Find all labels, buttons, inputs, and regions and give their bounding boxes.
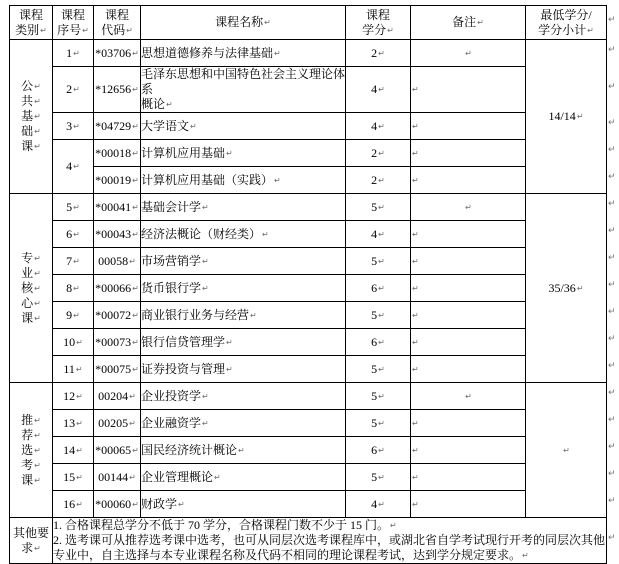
credit-cell: 5↵ — [346, 383, 411, 410]
course-name-cell — [141, 67, 346, 113]
credit-cell: 5↵ — [346, 302, 411, 329]
paragraph-mark: ↵ — [76, 337, 83, 347]
sequence-cell: 9↵ — [53, 302, 94, 329]
header-line: 课程 — [18, 7, 43, 22]
paragraph-mark: ↵ — [250, 310, 257, 320]
paragraph-mark: ↵ — [226, 337, 233, 347]
paragraph-mark: ↵ — [412, 418, 419, 428]
paragraph-mark: ↵ — [378, 337, 385, 347]
header-cell-min_credit — [526, 6, 607, 40]
paragraph-mark: ↵ — [34, 97, 41, 107]
credit-cell: 4↵ — [346, 67, 411, 113]
margin-paragraph-mark: ↵ — [608, 117, 616, 127]
course-name-cell: 基础会计学↵ — [141, 194, 346, 221]
category-char: 业↵ — [21, 265, 41, 280]
paragraph-mark: ↵ — [412, 229, 419, 239]
sequence-cell: 10↵ — [53, 329, 94, 356]
paragraph-mark: ↵ — [202, 202, 209, 212]
credit-cell: 6↵ — [346, 329, 411, 356]
paragraph-mark: ↵ — [178, 499, 185, 509]
remark-cell — [411, 437, 526, 464]
paragraph-mark: ↵ — [76, 418, 83, 428]
header-cell-code — [94, 6, 141, 40]
course-name-line: 概论↵ — [141, 97, 173, 111]
margin-paragraph-mark: ↵ — [608, 495, 616, 505]
table-row — [10, 383, 607, 410]
paragraph-mark: ↵ — [465, 48, 472, 58]
code-cell: *12656↵ — [94, 67, 141, 113]
paragraph-mark: ↵ — [34, 127, 41, 137]
paragraph-mark: ↵ — [412, 148, 419, 158]
min-credit-cell-major-core: 35/36↵ — [526, 194, 607, 383]
paragraph-mark: ↵ — [129, 256, 136, 266]
sequence-cell: 3↵ — [53, 113, 94, 140]
paragraph-mark: ↵ — [34, 298, 41, 308]
paragraph-mark: ↵ — [378, 175, 385, 185]
sequence-cell: 6↵ — [53, 221, 94, 248]
course-name-cell: 银行信贷管理学↵ — [141, 329, 346, 356]
paragraph-mark: ↵ — [412, 283, 419, 293]
table-row — [10, 40, 607, 67]
sequence-cell: 4↵ — [53, 140, 94, 194]
remark-cell — [411, 113, 526, 140]
paragraph-mark: ↵ — [132, 445, 139, 455]
course-name-cell: 货币银行学↵ — [141, 275, 346, 302]
header-cell-sequence — [53, 6, 94, 40]
paragraph-mark: ↵ — [576, 112, 584, 122]
paragraph-mark: ↵ — [378, 445, 385, 455]
paragraph-mark: ↵ — [34, 543, 41, 553]
credit-cell: 5↵ — [346, 194, 411, 221]
table-row — [10, 329, 607, 356]
code-cell: *00072↵ — [94, 302, 141, 329]
paragraph-mark: ↵ — [412, 256, 419, 266]
paragraph-mark: ↵ — [378, 48, 385, 58]
credit-cell: 5↵ — [346, 410, 411, 437]
table-row — [10, 356, 607, 383]
remark-cell — [411, 491, 526, 518]
paragraph-mark: ↵ — [76, 391, 83, 401]
header-line: 课程名称↵ — [215, 15, 271, 29]
header-line: 备注↵ — [452, 15, 484, 29]
code-cell: *00075↵ — [94, 356, 141, 383]
code-cell: *00066↵ — [94, 275, 141, 302]
code-cell: *00073↵ — [94, 329, 141, 356]
remark-cell — [411, 167, 526, 194]
paragraph-mark: ↵ — [412, 175, 419, 185]
table-body — [10, 6, 607, 564]
paragraph-mark: ↵ — [34, 430, 41, 440]
table-row — [10, 67, 607, 113]
header-line: 序号↵ — [57, 22, 89, 37]
code-cell: 00204↵ — [94, 383, 141, 410]
paragraph-mark: ↵ — [73, 310, 80, 320]
course-name-cell: 大学语文↵ — [141, 113, 346, 140]
paragraph-mark: ↵ — [412, 310, 419, 320]
paragraph-mark: ↵ — [34, 268, 41, 278]
paragraph-mark: ↵ — [378, 364, 385, 374]
paragraph-mark: ↵ — [576, 283, 584, 293]
remark-cell — [411, 302, 526, 329]
margin-return-marks — [608, 2, 619, 542]
margin-paragraph-mark: ↵ — [608, 252, 616, 262]
sequence-cell: 11↵ — [53, 356, 94, 383]
margin-paragraph-mark: ↵ — [608, 13, 616, 24]
remark-cell — [411, 140, 526, 167]
remark-cell — [411, 221, 526, 248]
course-name-cell: 国民经济统计概论↵ — [141, 437, 346, 464]
sequence-cell: 13↵ — [53, 410, 94, 437]
table-header-row — [10, 6, 607, 40]
paragraph-mark: ↵ — [378, 229, 385, 239]
course-name-cell: 企业投资学↵ — [141, 383, 346, 410]
remark-cell — [411, 40, 526, 67]
paragraph-mark: ↵ — [412, 445, 419, 455]
paragraph-mark: ↵ — [73, 85, 80, 95]
course-name-cell: 企业管理概论↵ — [141, 464, 346, 491]
table-row — [10, 437, 607, 464]
code-cell: *00060↵ — [94, 491, 141, 518]
paragraph-mark: ↵ — [202, 391, 209, 401]
header-line: 类别↵ — [15, 22, 47, 37]
requirement-item: 1. 合格课程总学分不低于 70 学分，合格课程门数不少于 15 门。↵ — [53, 518, 397, 532]
table-row — [10, 410, 607, 437]
table-row — [10, 248, 607, 275]
credit-cell: 4↵ — [346, 113, 411, 140]
margin-paragraph-mark: ↵ — [608, 171, 616, 181]
category-char: 课↵ — [21, 310, 41, 325]
credit-cell: 4↵ — [346, 491, 411, 518]
code-cell: *00043↵ — [94, 221, 141, 248]
margin-paragraph-mark: ↵ — [608, 279, 616, 289]
category-char: 公↵ — [21, 79, 41, 93]
sequence-cell: 2↵ — [53, 67, 94, 113]
paragraph-mark: ↵ — [34, 460, 41, 470]
paragraph-mark: ↵ — [190, 121, 197, 131]
paragraph-mark: ↵ — [73, 162, 80, 172]
paragraph-mark: ↵ — [132, 202, 139, 212]
paragraph-mark: ↵ — [73, 48, 80, 58]
paragraph-mark: ↵ — [132, 85, 139, 95]
margin-paragraph-mark: ↵ — [608, 531, 616, 542]
paragraph-mark: ↵ — [76, 499, 83, 509]
paragraph-mark: ↵ — [378, 85, 385, 95]
paragraph-mark: ↵ — [73, 256, 80, 266]
margin-paragraph-mark: ↵ — [608, 44, 616, 54]
paragraph-mark: ↵ — [378, 310, 385, 320]
paragraph-mark: ↵ — [378, 391, 385, 401]
margin-paragraph-mark: ↵ — [608, 387, 616, 397]
code-cell: 00144↵ — [94, 464, 141, 491]
table-row — [10, 464, 607, 491]
paragraph-mark: ↵ — [465, 391, 472, 401]
sequence-cell: 8↵ — [53, 275, 94, 302]
paragraph-mark: ↵ — [34, 415, 41, 425]
paragraph-mark: ↵ — [378, 148, 385, 158]
category-char: 共↵ — [21, 94, 41, 108]
paragraph-mark: ↵ — [73, 121, 80, 131]
paragraph-mark: ↵ — [34, 283, 41, 293]
paragraph-mark: ↵ — [522, 551, 529, 561]
paragraph-mark: ↵ — [202, 256, 209, 266]
table-row — [10, 302, 607, 329]
table-row — [10, 113, 607, 140]
course-name-cell: 思想道德修养与法律基础↵ — [141, 40, 346, 67]
credit-cell: 2↵ — [346, 40, 411, 67]
requirement-item: 2. 选考课可从推荐选考课中选考，也可从同层次选考课程库中，或湖北省自学考试现行开考的同层次其他专业中，自主选择与本专业课程名称及代码不相同的理论课程考试，达到学分规定要求。↵ — [53, 533, 606, 562]
margin-paragraph-mark: ↵ — [608, 225, 616, 235]
course-name-line: 毛泽东思想和中国特色社会主义理论体系 — [141, 67, 346, 96]
paragraph-mark: ↵ — [238, 445, 245, 455]
course-name-cell: 财政学↵ — [141, 491, 346, 518]
paragraph-mark: ↵ — [477, 18, 484, 28]
credit-cell: 4↵ — [346, 221, 411, 248]
paragraph-mark: ↵ — [226, 148, 233, 158]
code-cell: *03706↵ — [94, 40, 141, 67]
course-name-cell: 市场营销学↵ — [141, 248, 346, 275]
category-char: 荐↵ — [21, 427, 41, 442]
credit-cell: 2↵ — [346, 167, 411, 194]
margin-paragraph-mark: ↵ — [608, 414, 616, 424]
header-line: 课程 — [60, 7, 85, 22]
paragraph-mark: ↵ — [76, 472, 83, 482]
sequence-cell: 1↵ — [53, 40, 94, 67]
paragraph-mark: ↵ — [412, 337, 419, 347]
paragraph-mark: ↵ — [34, 82, 41, 92]
paragraph-mark: ↵ — [34, 475, 41, 485]
requirements-body-cell — [53, 518, 607, 564]
paragraph-mark: ↵ — [132, 364, 139, 374]
paragraph-mark: ↵ — [34, 253, 41, 263]
margin-paragraph-mark: ↵ — [608, 198, 616, 208]
margin-paragraph-mark: ↵ — [608, 80, 616, 91]
header-cell-name — [141, 6, 346, 40]
credit-cell: 5↵ — [346, 356, 411, 383]
header-line: 课程 — [104, 7, 129, 22]
paragraph-mark: ↵ — [378, 418, 385, 428]
category-char: 专↵ — [21, 250, 41, 265]
paragraph-mark: ↵ — [73, 229, 80, 239]
table-row — [10, 491, 607, 518]
course-plan-table — [9, 5, 607, 564]
code-cell: *00018↵ — [94, 140, 141, 167]
min-credit-cell-public-basic: 14/14↵ — [526, 40, 607, 194]
paragraph-mark: ↵ — [202, 283, 209, 293]
paragraph-mark: ↵ — [132, 283, 139, 293]
requirements-row — [10, 518, 607, 564]
paragraph-mark: ↵ — [465, 202, 472, 212]
category-char: 考↵ — [21, 457, 41, 472]
sequence-cell: 16↵ — [53, 491, 94, 518]
code-cell: *04729↵ — [94, 113, 141, 140]
sequence-cell: 7↵ — [53, 248, 94, 275]
remark-cell — [411, 383, 526, 410]
paragraph-mark: ↵ — [378, 256, 385, 266]
header-line: 最低学分/ — [540, 7, 592, 22]
table-row — [10, 194, 607, 221]
paragraph-mark: ↵ — [412, 364, 419, 374]
remark-cell — [411, 464, 526, 491]
paragraph-mark: ↵ — [34, 112, 41, 122]
paragraph-mark: ↵ — [214, 472, 221, 482]
paragraph-mark: ↵ — [587, 25, 594, 35]
table-row — [10, 221, 607, 248]
paragraph-mark: ↵ — [264, 18, 271, 28]
paragraph-mark: ↵ — [132, 121, 139, 131]
credit-cell: 6↵ — [346, 437, 411, 464]
paragraph-mark: ↵ — [132, 48, 139, 58]
paragraph-mark: ↵ — [73, 202, 80, 212]
header-line: 课程 — [365, 7, 390, 22]
margin-paragraph-mark: ↵ — [608, 333, 616, 343]
paragraph-mark: ↵ — [378, 121, 385, 131]
paragraph-mark: ↵ — [129, 391, 136, 401]
header-cell-category — [10, 6, 53, 40]
paragraph-mark: ↵ — [126, 25, 133, 35]
category-char: 心↵ — [21, 295, 41, 310]
margin-paragraph-mark: ↵ — [608, 144, 616, 154]
margin-paragraph-mark: ↵ — [608, 441, 616, 451]
paragraph-mark: ↵ — [76, 445, 83, 455]
remark-cell — [411, 275, 526, 302]
table-row — [10, 275, 607, 302]
min-credit-cell-recommended-elective — [526, 383, 607, 518]
code-cell: *00019↵ — [94, 167, 141, 194]
paragraph-mark: ↵ — [387, 25, 394, 35]
paragraph-mark: ↵ — [129, 418, 136, 428]
paragraph-mark: ↵ — [412, 472, 419, 482]
paragraph-mark: ↵ — [378, 499, 385, 509]
category-char: 选↵ — [21, 442, 41, 457]
margin-paragraph-mark: ↵ — [608, 360, 616, 370]
course-name-cell: 计算机应用基础↵ — [141, 140, 346, 167]
margin-paragraph-mark: ↵ — [608, 306, 616, 316]
remark-cell — [411, 329, 526, 356]
course-name-cell: 商业银行业务与经营↵ — [141, 302, 346, 329]
paragraph-mark: ↵ — [378, 472, 385, 482]
remark-cell — [411, 356, 526, 383]
paragraph-mark: ↵ — [132, 499, 139, 509]
paragraph-mark: ↵ — [82, 25, 89, 35]
paragraph-mark: ↵ — [34, 142, 41, 152]
code-cell: *00065↵ — [94, 437, 141, 464]
category-char: 基↵ — [21, 109, 41, 123]
header-line: 代码↵ — [101, 22, 133, 37]
credit-cell: 5↵ — [346, 464, 411, 491]
code-cell: *00041↵ — [94, 194, 141, 221]
paragraph-mark: ↵ — [73, 283, 80, 293]
paragraph-mark: ↵ — [378, 202, 385, 212]
course-name-cell: 计算机应用基础（实践）↵ — [141, 167, 346, 194]
course-name-cell: 经济法概论（财经类）↵ — [141, 221, 346, 248]
paragraph-mark: ↵ — [274, 175, 281, 185]
category-char: 础↵ — [21, 124, 41, 138]
category-char: 推↵ — [21, 412, 41, 427]
requirements-label-cell: 其他要求↵ — [10, 518, 53, 564]
paragraph-mark: ↵ — [262, 229, 269, 239]
table-row — [10, 167, 607, 194]
sequence-cell: 12↵ — [53, 383, 94, 410]
paragraph-mark: ↵ — [226, 364, 233, 374]
category-char: 课↵ — [21, 472, 41, 487]
paragraph-mark: ↵ — [132, 229, 139, 239]
header-line: 学分↵ — [362, 22, 394, 37]
paragraph-mark: ↵ — [274, 48, 281, 58]
paragraph-mark: ↵ — [412, 121, 419, 131]
category-cell-major-core — [10, 194, 53, 383]
paragraph-mark: ↵ — [132, 175, 139, 185]
sequence-cell: 14↵ — [53, 437, 94, 464]
paragraph-mark: ↵ — [40, 25, 47, 35]
category-char: 核↵ — [21, 280, 41, 295]
sequence-cell: 5↵ — [53, 194, 94, 221]
header-line: 学分小计↵ — [538, 22, 594, 37]
paragraph-mark: ↵ — [412, 499, 419, 509]
paragraph-mark: ↵ — [202, 418, 209, 428]
paragraph-mark: ↵ — [34, 445, 41, 455]
paragraph-mark: ↵ — [129, 472, 136, 482]
credit-cell: 5↵ — [346, 248, 411, 275]
table-row — [10, 140, 607, 167]
header-cell-credit — [346, 6, 411, 40]
margin-paragraph-mark: ↵ — [608, 468, 616, 478]
paragraph-mark: ↵ — [378, 283, 385, 293]
paragraph-mark: ↵ — [563, 445, 570, 455]
paragraph-mark: ↵ — [412, 85, 419, 95]
credit-cell: 6↵ — [346, 275, 411, 302]
category-char: 课↵ — [21, 139, 41, 153]
code-cell: 00058↵ — [94, 248, 141, 275]
remark-cell — [411, 248, 526, 275]
paragraph-mark: ↵ — [132, 310, 139, 320]
credit-cell: 2↵ — [346, 140, 411, 167]
remark-cell — [411, 410, 526, 437]
category-cell-recommended-elective — [10, 383, 53, 518]
paragraph-mark: ↵ — [75, 364, 83, 374]
remark-cell — [411, 67, 526, 113]
paragraph-mark: ↵ — [34, 313, 41, 323]
paragraph-mark: ↵ — [132, 148, 139, 158]
header-cell-remark — [411, 6, 526, 40]
category-cell-public-basic — [10, 40, 53, 194]
paragraph-mark: ↵ — [166, 100, 173, 110]
course-name-cell: 企业融资学↵ — [141, 410, 346, 437]
paragraph-mark: ↵ — [390, 521, 397, 531]
sequence-cell: 15↵ — [53, 464, 94, 491]
code-cell: 00205↵ — [94, 410, 141, 437]
remark-cell — [411, 194, 526, 221]
paragraph-mark: ↵ — [132, 337, 139, 347]
course-name-cell: 证券投资与管理↵ — [141, 356, 346, 383]
